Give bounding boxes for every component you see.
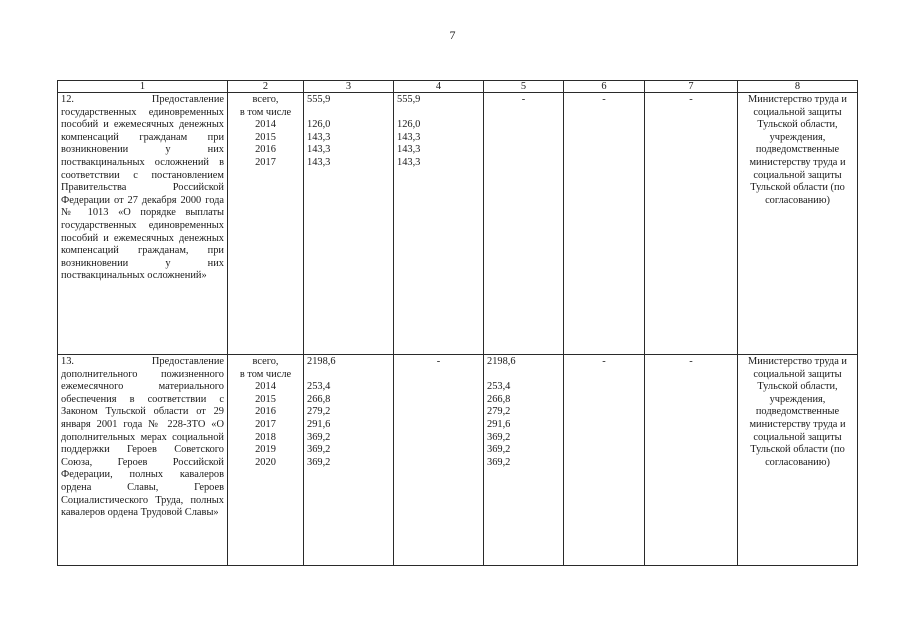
- amount-value: [397, 107, 480, 120]
- amount-value: 279,2: [307, 406, 331, 418]
- header-col-3: 3: [304, 81, 394, 93]
- table-row: [58, 355, 858, 566]
- amount-value: 291,6: [487, 418, 511, 430]
- amount-value: 253,4: [307, 381, 331, 393]
- amount-value: 143,3: [307, 144, 331, 156]
- amount-regional-cell: [484, 355, 564, 566]
- responsible-organization: Министерство труда и социальной защиты Тульской области, учреждения, подведомственные министерству труда и социальной защиты Тульской области (по согласованию): [738, 93, 858, 355]
- header-col-4: 4: [394, 81, 484, 93]
- amount-value: 143,3: [397, 144, 421, 156]
- amount-value: 253,4: [487, 381, 511, 393]
- period-cell: [228, 93, 304, 355]
- program-table: [57, 80, 858, 566]
- amount-value: 291,6: [307, 418, 331, 430]
- amount-regional-cell: [484, 93, 564, 355]
- responsible-organization: Министерство труда и социальной защиты Тульской области, учреждения, подведомственные министерству труда и социальной защиты Тульской области (по согласованию): [738, 355, 858, 566]
- period-line: 2014: [255, 119, 276, 131]
- period-line: в том числе: [239, 368, 292, 380]
- amount-other-cell: -: [645, 93, 738, 355]
- amount-value: 2198,6: [307, 356, 336, 367]
- period-line: 2015: [255, 131, 276, 143]
- amount-local-cell: -: [564, 93, 645, 355]
- dash-value: -: [521, 94, 526, 105]
- period-line: 2017: [255, 418, 276, 430]
- amount-value: 143,3: [397, 156, 421, 168]
- amount-total-cell: [304, 355, 394, 566]
- header-col-1: 1: [58, 81, 228, 93]
- period-line: 2018: [255, 431, 276, 443]
- amount-other-cell: -: [645, 355, 738, 566]
- amount-value: 2198,6: [487, 356, 516, 367]
- period-line: 2017: [255, 156, 276, 168]
- amount-value: 369,2: [307, 431, 331, 443]
- amount-value: 143,3: [397, 131, 421, 143]
- amount-value: 369,2: [487, 431, 511, 443]
- measure-description: 12. Предоставление государственных единовременных пособий и ежемесячных денежных компенсаций гражданам при возникновении у них поствакцинальных осложнений в соответствии с постановлением Правительства Российской Федерации от 27 декабря 2000 года № 1013 «О порядке выплаты государственных единовременных пособий и ежемесячных денежных компенсаций гражданам, при возникновении у них поствакцинальных осложнений»: [58, 93, 228, 355]
- period-line: 2019: [255, 444, 276, 456]
- period-line: 2020: [255, 456, 276, 468]
- amount-value: 143,3: [307, 156, 331, 168]
- amount-value: 555,9: [397, 94, 421, 105]
- amount-value: 126,0: [397, 119, 421, 131]
- amount-value: [487, 369, 560, 382]
- amount-federal-cell: [394, 355, 484, 566]
- header-col-7: 7: [645, 81, 738, 93]
- period-line: всего,: [252, 356, 279, 367]
- dash-value: -: [436, 356, 441, 367]
- page-number: 7: [449, 28, 456, 42]
- header-col-8: 8: [738, 81, 858, 93]
- amount-value: 143,3: [307, 131, 331, 143]
- amount-value: [307, 369, 390, 382]
- amount-value: 279,2: [487, 406, 511, 418]
- amount-federal-cell: [394, 93, 484, 355]
- amount-value: 369,2: [487, 444, 511, 456]
- period-line: в том числе: [239, 106, 292, 118]
- amount-total-cell: [304, 93, 394, 355]
- amount-value: 266,8: [487, 393, 511, 405]
- period-line: 2016: [255, 144, 276, 156]
- table-row: [58, 93, 858, 355]
- amount-value: 369,2: [487, 456, 511, 468]
- amount-value: 369,2: [307, 456, 331, 468]
- period-line: 2015: [255, 393, 276, 405]
- period-cell: [228, 355, 304, 566]
- header-col-5: 5: [484, 81, 564, 93]
- amount-value: 266,8: [307, 393, 331, 405]
- amount-value: 369,2: [307, 444, 331, 456]
- amount-local-cell: -: [564, 355, 645, 566]
- header-col-6: 6: [564, 81, 645, 93]
- table-header-row: [58, 81, 858, 93]
- period-line: 2016: [255, 406, 276, 418]
- period-line: 2014: [255, 381, 276, 393]
- amount-value: 126,0: [307, 119, 331, 131]
- header-col-2: 2: [228, 81, 304, 93]
- amount-value: 555,9: [307, 94, 331, 105]
- measure-description: 13. Предоставление дополнительного пожизненного ежемесячного материального обеспечения в соответствии с Законом Тульской области от 29 января 2001 года № 228-ЗТО «О дополнительных мерах социальной поддержки Героев Советского Союза, Героев Российской Федерации, полных кавалеров ордена Славы, Героев Социалистического Труда, полных кавалеров ордена Трудовой Славы»: [58, 355, 228, 566]
- amount-value: [307, 107, 390, 120]
- period-line: всего,: [252, 94, 279, 105]
